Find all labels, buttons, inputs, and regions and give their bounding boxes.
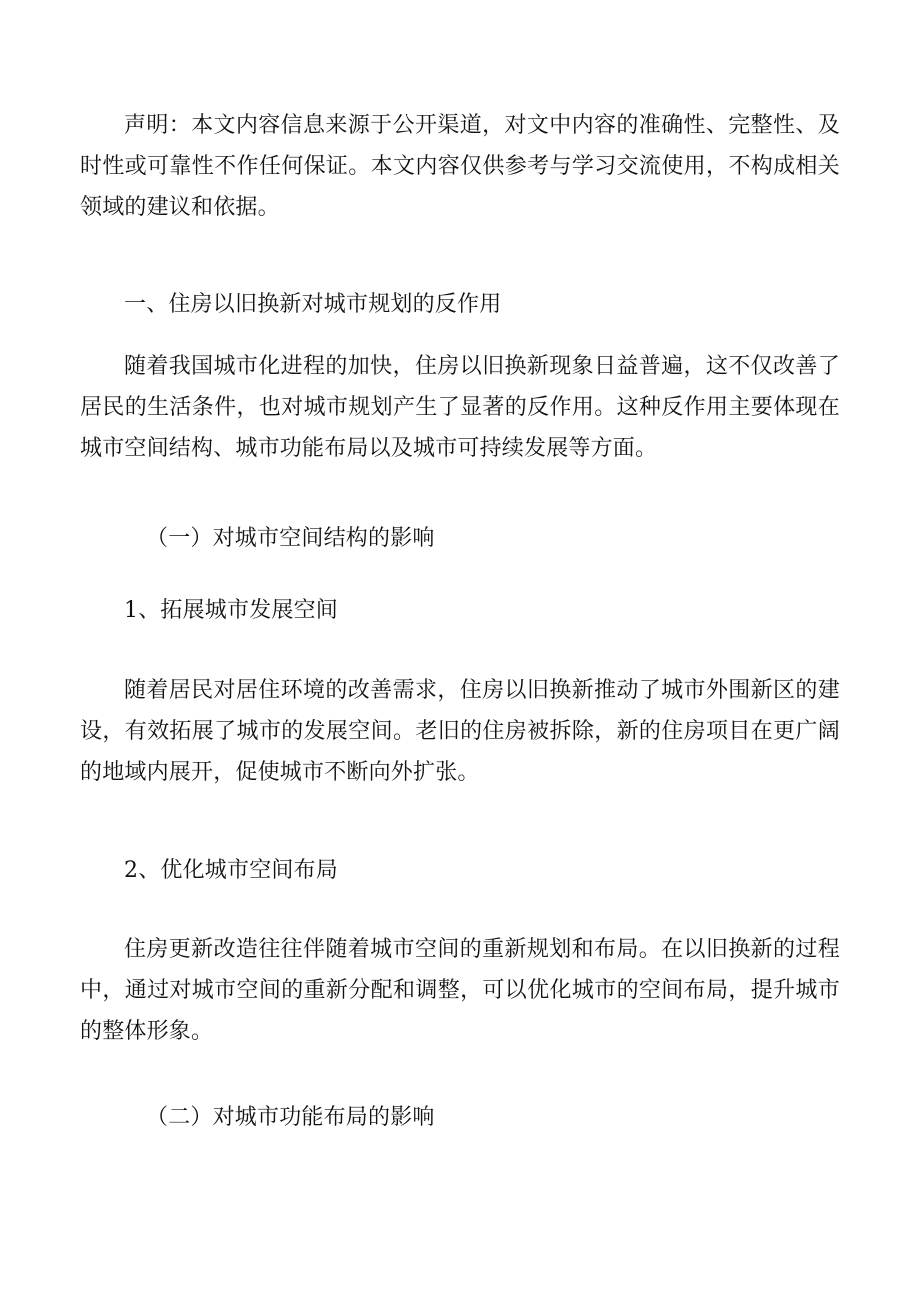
item-heading-1: 1、拓展城市发展空间 [124,598,338,623]
item-heading-2: 2、优化城市空间布局 [124,858,338,883]
subsection-heading-1: （一）对城市空间结构的影响 [146,526,435,551]
disclaimer-paragraph: 声明：本文内容信息来源于公开渠道，对文中内容的准确性、完整性、及时性或可靠性不作任何保证。本文内容仅供参考与学习交流使用，不构成相关领域的建议和依据。 [80,113,840,220]
subsection-heading-2: （二）对城市功能布局的影响 [146,1105,435,1130]
item-body-1: 随着居民对居住环境的改善需求，住房以旧换新推动了城市外围新区的建设，有效拓展了城市的发展空间。老旧的住房被拆除，新的住房项目在更广阔的地域内展开，促使城市不断向外扩张。 [80,678,840,785]
section-intro-paragraph: 随着我国城市化进程的加快，住房以旧换新现象日益普遍，这不仅改善了居民的生活条件，也对城市规划产生了显著的反作用。这种反作用主要体现在城市空间结构、城市功能布局以及城市可持续发展等方面。 [80,354,840,461]
section-heading: 一、住房以旧换新对城市规划的反作用 [124,292,502,317]
item-body-2: 住房更新改造往往伴随着城市空间的重新规划和布局。在以旧换新的过程中，通过对城市空间的重新分配和调整，可以优化城市的空间布局，提升城市的整体形象。 [80,937,840,1044]
